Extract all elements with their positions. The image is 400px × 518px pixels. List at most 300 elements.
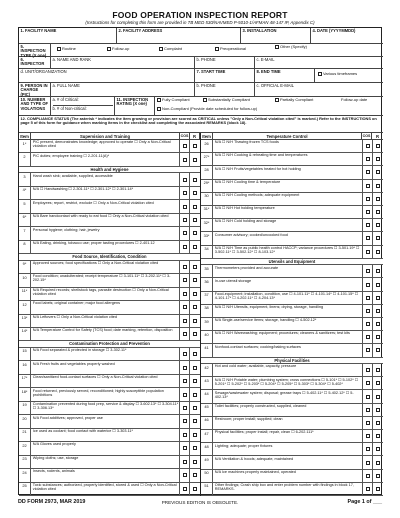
cos-checkbox[interactable] [183, 332, 187, 336]
preoperational-checkbox[interactable] [215, 47, 219, 51]
cos-checkbox[interactable] [366, 421, 370, 425]
inspector-name-field[interactable] [51, 57, 195, 68]
repeat-checkbox[interactable] [376, 223, 380, 227]
repeat-checkbox[interactable] [193, 366, 197, 370]
repeat-checkbox[interactable] [376, 434, 380, 438]
item-number: 38 [201, 305, 213, 317]
section-header: Utensils and Equipment [201, 259, 383, 266]
inspector-email-label: c. E-MAIL [256, 57, 275, 62]
checklist-item [201, 417, 383, 430]
item-description: In-use utensil storage [214, 278, 252, 283]
cos-checkbox[interactable] [366, 461, 370, 465]
left-column [19, 140, 200, 496]
repeat-cell [189, 227, 200, 239]
repeat-checkbox[interactable] [193, 433, 197, 437]
item-number: 12 [19, 301, 31, 313]
item-number: 50 [201, 470, 213, 482]
repeat-checkbox[interactable] [376, 309, 380, 313]
rating-partially[interactable] [275, 98, 313, 102]
repeat-checkbox[interactable] [376, 447, 380, 451]
rating-label: 11. INSPECTION RATING (X one) [115, 97, 155, 115]
partially-checkbox[interactable] [275, 98, 279, 102]
row-inspector [19, 57, 383, 69]
item-description: Thermometers provided and accurate [214, 265, 279, 270]
repeat-cell [189, 375, 200, 387]
repeat-cell [372, 206, 383, 218]
checklist-item [201, 443, 383, 456]
repeat-checkbox[interactable] [376, 184, 380, 188]
repeat-checkbox[interactable] [193, 446, 197, 450]
repeat-checkbox[interactable] [376, 236, 380, 240]
type-follow-up[interactable] [107, 47, 129, 51]
item-description: Food labels; original container; major food allergens [32, 301, 120, 306]
repeat-checkbox[interactable] [376, 335, 380, 339]
cos-checkbox[interactable] [183, 205, 187, 209]
item-number: 5 [19, 200, 31, 212]
cos-cell [362, 180, 372, 192]
repeat-cell [372, 292, 383, 304]
cos-cell [362, 331, 372, 343]
item-description: Insects, rodents, animals [32, 469, 75, 474]
checklist-item [201, 344, 383, 357]
repeat-checkbox[interactable] [376, 210, 380, 214]
cos-cell [179, 241, 189, 253]
item-description: Hot and cold water; available, capacity, pressure [214, 364, 297, 369]
pic-name-field[interactable] [51, 83, 195, 96]
item-description: N/A ☐ N/H Warewashing; equipment; procedures; cleaners & sanitizers; test kits [214, 331, 350, 336]
repeat-cell [189, 200, 200, 212]
repeat-cell [189, 288, 200, 300]
cos-cell [362, 404, 372, 416]
repeat-cell [189, 388, 200, 400]
repeat-checkbox[interactable] [376, 322, 380, 326]
repeat-checkbox[interactable] [193, 278, 197, 282]
repeat-cell [372, 483, 383, 495]
unit-field[interactable] [19, 69, 195, 82]
rating-substantially[interactable] [203, 98, 250, 102]
repeat-cell [372, 430, 383, 442]
violations-label: 10. NUMBER AND TYPE OF VIOLATIONS [19, 97, 51, 115]
repeat-cell [372, 232, 383, 244]
rating-options [155, 97, 383, 115]
compliance-table [19, 133, 383, 496]
cos-checkbox[interactable] [183, 433, 187, 437]
repeat-cell [189, 483, 200, 495]
repeat-checkbox[interactable] [193, 205, 197, 209]
repeat-cell [189, 301, 200, 313]
follow-up-checkbox[interactable] [107, 47, 111, 51]
cos-cell [362, 305, 372, 317]
checklist-item [201, 292, 383, 305]
date-field[interactable] [311, 28, 383, 43]
cos-checkbox[interactable] [183, 379, 187, 383]
repeat-checkbox[interactable] [376, 348, 380, 352]
various-timeframes[interactable] [315, 69, 383, 82]
cos-checkbox[interactable] [366, 170, 370, 174]
cos-cell [179, 456, 189, 468]
cos-checkbox[interactable] [366, 487, 370, 491]
item-description: Clean/sanitized food-contact surfaces ☐ Only a Non-Critical violation cited [32, 375, 158, 380]
item-description: Nonfood-contact surfaces; cooking/baking surfaces [214, 344, 301, 349]
type-other-label: Other (Specify) [280, 44, 307, 50]
start-time-label: 7. START TIME [196, 69, 226, 74]
repeat-checkbox[interactable] [376, 421, 380, 425]
type-routine-label: Routine [62, 46, 76, 52]
left-item-header: Item [19, 133, 31, 140]
unit-label: d. UNIT/ORGANIZATION [20, 69, 67, 74]
item-number: 6* [19, 214, 31, 226]
repeat-cell [189, 442, 200, 454]
cos-checkbox[interactable] [183, 245, 187, 249]
repeat-cell [372, 166, 383, 178]
follow-up-date[interactable]: Follow-up date [341, 97, 368, 102]
cos-checkbox[interactable] [183, 178, 187, 182]
checklist-item [201, 404, 383, 417]
repeat-checkbox[interactable] [376, 474, 380, 478]
cos-checkbox[interactable] [366, 447, 370, 451]
cos-checkbox[interactable] [366, 368, 370, 372]
item-number: 20 [19, 415, 31, 427]
item-number: 46 [201, 417, 213, 429]
item-description: Food returned, previously served, reconditioned; highly susceptible population prohibitions [32, 388, 164, 397]
page-title: FOOD OPERATION INSPECTION REPORT [112, 10, 288, 20]
item-number: 47 [201, 430, 213, 442]
item-number: 23 [19, 456, 31, 468]
item-number: 44 [201, 390, 213, 402]
installation-label: 3. INSTALLATION [242, 28, 277, 33]
item-number: 13* [19, 315, 31, 327]
repeat-checkbox[interactable] [193, 158, 197, 162]
item-description: PIC present, demonstrates knowledge; approved to operate ☐ Only a Non-Critical violation cited [32, 140, 171, 149]
facility-address-field[interactable] [117, 28, 241, 43]
cos-checkbox[interactable] [183, 366, 187, 370]
pic-phone-label: b. PHONE [196, 83, 216, 88]
cos-checkbox[interactable] [183, 265, 187, 269]
cos-cell [179, 200, 189, 212]
repeat-checkbox[interactable] [376, 250, 380, 254]
repeat-cell [189, 214, 200, 226]
cos-checkbox[interactable] [183, 158, 187, 162]
cos-cell [179, 173, 189, 185]
item-description: N/A ☐ N/H Cold holding and storage [214, 219, 277, 224]
item-number: 32* [201, 219, 213, 231]
cos-checkbox[interactable] [366, 250, 370, 254]
item-number: 30 [201, 193, 213, 205]
item-description: Employees; report, restrict, exclude ☐ Only a Non-Critical violation cited [32, 200, 154, 205]
cos-checkbox[interactable] [366, 381, 370, 385]
cos-checkbox[interactable] [183, 352, 187, 356]
form-number: DD FORM 2973, MAR 2019 [18, 499, 86, 505]
cos-checkbox[interactable] [366, 348, 370, 352]
repeat-checkbox[interactable] [193, 460, 197, 464]
repeat-checkbox[interactable] [376, 461, 380, 465]
checklist-item [201, 153, 383, 166]
critical-count-field[interactable] [53, 98, 113, 106]
row-violations-rating [19, 97, 383, 116]
date-label: 4. DATE (YYYYMMDD) [312, 28, 356, 33]
item-description: N/A Eating, drinking, tobacco use; proper tasting procedures ☐ 2-401.12 [32, 241, 155, 246]
item-description: N/A ☐ N/H Fruits/vegetables heated for hot holding [214, 166, 301, 171]
item-description: N/A Bare handcontact with ready to eat food ☐ Only a Non-Critical violation cited [32, 214, 169, 219]
item-description: Sewage/wastewater system; disposal; grease traps ☐ 5-402.11* ☐ 5-402.12* ☐ 5-402.13* [214, 390, 354, 399]
cos-checkbox[interactable] [183, 218, 187, 222]
checklist-item [19, 227, 200, 240]
checklist-item [19, 348, 200, 361]
item-description: N/A Food separated & protected in storage ☐ 3-302.11* [32, 348, 127, 353]
repeat-checkbox[interactable] [193, 144, 197, 148]
item-description: N/A Single-use/service items; storage, handling ☐ 4-502.12* [214, 318, 317, 323]
inspector-phone-field[interactable] [195, 57, 255, 68]
repeat-checkbox[interactable] [193, 332, 197, 336]
item-number: 39 [201, 318, 213, 330]
cos-checkbox[interactable] [366, 144, 370, 148]
various-option[interactable] [318, 72, 378, 76]
complaint-checkbox[interactable] [159, 47, 163, 51]
repeat-checkbox[interactable] [193, 231, 197, 235]
cos-cell [179, 328, 189, 340]
repeat-cell [189, 415, 200, 427]
cos-cell [179, 301, 189, 313]
right-cos-header: COS [362, 134, 371, 138]
cos-checkbox[interactable] [366, 395, 370, 399]
inspector-label: 6. INSPECTOR [19, 57, 51, 68]
repeat-cell [372, 193, 383, 205]
item-number: 45 [201, 404, 213, 416]
cos-checkbox[interactable] [183, 319, 187, 323]
item-description: Consumer advisory; cooked/uncooked food [214, 232, 288, 237]
repeat-checkbox[interactable] [193, 245, 197, 249]
rating-fully[interactable] [157, 98, 190, 102]
cos-cell [362, 430, 372, 442]
cos-cell [179, 227, 189, 239]
installation-field[interactable] [241, 28, 311, 43]
cos-checkbox[interactable] [366, 283, 370, 287]
repeat-checkbox[interactable] [376, 144, 380, 148]
repeat-checkbox[interactable] [193, 473, 197, 477]
cos-cell [179, 261, 189, 273]
repeat-checkbox[interactable] [376, 381, 380, 385]
critical-count-label: a. # of Critical: [52, 97, 79, 102]
item-number: 35 [201, 265, 213, 277]
rating-non-compliant[interactable] [157, 107, 257, 111]
item-description: N/A ☐ Handwashing ☐ 2-301.11* ☐ 2-301.12* ☐ 2-301.14* [32, 187, 134, 192]
repeat-checkbox[interactable] [193, 191, 197, 195]
cos-cell [362, 265, 372, 277]
rating-partially-label: Partially Compliant [280, 97, 314, 103]
rating-fully-label: Fully Compliant [162, 97, 190, 103]
repeat-checkbox[interactable] [193, 218, 197, 222]
repeat-checkbox[interactable] [193, 379, 197, 383]
repeat-checkbox[interactable] [193, 178, 197, 182]
routine-checkbox[interactable] [57, 47, 61, 51]
cos-checkbox[interactable] [183, 460, 187, 464]
item-description: N/A Leftovers ☐ Only a Non-Critical violation cited [32, 314, 118, 319]
type-routine[interactable] [57, 47, 76, 51]
row-inspection-type [19, 44, 383, 57]
item-description: N/A ☐ N/H Cooking & reheating time and temperatures [214, 153, 308, 158]
repeat-checkbox[interactable] [193, 393, 197, 397]
repeat-checkbox[interactable] [376, 170, 380, 174]
item-number: 36 [201, 278, 213, 290]
checklist-item [201, 180, 383, 193]
cos-cell [362, 278, 372, 290]
inspector-name-label: a. NAME AND RANK [52, 57, 91, 62]
repeat-cell [189, 328, 200, 340]
facility-name-label: 1. FACILITY NAME [20, 28, 57, 33]
cos-cell [179, 214, 189, 226]
cos-checkbox[interactable] [183, 231, 187, 235]
cos-checkbox[interactable] [366, 309, 370, 313]
checklist-item [19, 415, 200, 428]
repeat-cell [372, 219, 383, 231]
cos-checkbox[interactable] [183, 305, 187, 309]
item-description: Ice used as coolant; food contact with waterice ☐ 3-303.11* [32, 428, 134, 433]
pic-email-label: c. OFFICIAL E-MAIL [256, 83, 294, 88]
type-other[interactable] [275, 45, 307, 49]
cos-checkbox[interactable] [183, 278, 187, 282]
cos-checkbox[interactable] [183, 487, 187, 491]
repeat-cell [189, 402, 200, 414]
pic-email-field[interactable] [255, 83, 383, 96]
checklist-item [201, 390, 383, 403]
type-complaint[interactable] [159, 47, 182, 51]
fully-checkbox[interactable] [157, 98, 161, 102]
repeat-cell [189, 469, 200, 481]
repeat-cell [372, 265, 383, 277]
item-number: 29* [201, 180, 213, 192]
cos-cell [179, 442, 189, 454]
checklist-item [19, 402, 200, 415]
cos-checkbox[interactable] [183, 446, 187, 450]
cos-checkbox[interactable] [366, 408, 370, 412]
inspection-type-label: 5. INSPECTION TYPE (X one) [19, 44, 51, 56]
non-compliant-checkbox[interactable] [157, 107, 161, 111]
item-number: 10 [19, 274, 31, 286]
checklist-item [201, 364, 383, 377]
repeat-cell [372, 443, 383, 455]
cos-checkbox[interactable] [183, 419, 187, 423]
cos-checkbox[interactable] [366, 434, 370, 438]
checklist-item [201, 305, 383, 318]
repeat-cell [372, 417, 383, 429]
pic-label: 9. PERSON IN CHARGE (PIC) [19, 83, 51, 96]
various-checkbox[interactable] [318, 72, 322, 76]
cos-checkbox[interactable] [183, 393, 187, 397]
cos-cell [179, 187, 189, 199]
cos-checkbox[interactable] [183, 406, 187, 410]
cos-checkbox[interactable] [366, 322, 370, 326]
facility-name-field[interactable] [19, 28, 117, 43]
cos-cell [179, 288, 189, 300]
item-number: 17* [19, 375, 31, 387]
substantially-checkbox[interactable] [203, 98, 207, 102]
end-time-field[interactable] [255, 69, 315, 82]
cos-checkbox[interactable] [183, 292, 187, 296]
item-number: 1* [19, 140, 31, 152]
cos-checkbox[interactable] [366, 474, 370, 478]
item-description: Hand wash sink; available, supplied, accessible [32, 173, 113, 178]
checklist-item [19, 187, 200, 200]
cos-checkbox[interactable] [366, 296, 370, 300]
inspector-email-field[interactable] [255, 57, 383, 68]
item-description: N/A Food additives; approved, proper use [32, 415, 103, 420]
checklist-item [19, 173, 200, 186]
cos-cell [179, 375, 189, 387]
cos-checkbox[interactable] [366, 210, 370, 214]
noncritical-count-field[interactable] [53, 106, 113, 111]
repeat-cell [189, 140, 200, 152]
repeat-checkbox[interactable] [193, 406, 197, 410]
cos-cell [362, 166, 372, 178]
cos-checkbox[interactable] [366, 236, 370, 240]
repeat-checkbox[interactable] [193, 305, 197, 309]
item-number: 19 [19, 402, 31, 414]
cos-checkbox[interactable] [366, 269, 370, 273]
repeat-checkbox[interactable] [376, 283, 380, 287]
item-number: 24 [19, 469, 31, 481]
item-description: N/A ☐ N/H Utensils, equipment, linens; drying, storage, handling [214, 305, 324, 310]
left-r-header: R [190, 133, 200, 140]
repeat-checkbox[interactable] [193, 292, 197, 296]
repeat-checkbox[interactable] [193, 419, 197, 423]
repeat-cell [372, 246, 383, 258]
cos-checkbox[interactable] [366, 157, 370, 161]
start-time-field[interactable] [195, 69, 255, 82]
repeat-checkbox[interactable] [376, 487, 380, 491]
page-number: Page 1 of ___ [347, 499, 382, 505]
item-number: 26 [201, 140, 213, 152]
cos-checkbox[interactable] [183, 144, 187, 148]
cos-cell [179, 483, 189, 495]
repeat-checkbox[interactable] [376, 197, 380, 201]
repeat-checkbox[interactable] [193, 319, 197, 323]
facility-address-label: 2. FACILITY ADDRESS [118, 28, 163, 33]
cos-cell [362, 443, 372, 455]
cos-checkbox[interactable] [366, 184, 370, 188]
cos-checkbox[interactable] [366, 223, 370, 227]
cos-cell [179, 469, 189, 481]
checklist-item [201, 483, 383, 496]
repeat-checkbox[interactable] [376, 269, 380, 273]
cos-cell [179, 402, 189, 414]
cos-checkbox[interactable] [366, 335, 370, 339]
checklist-item [19, 200, 200, 213]
row-facility [19, 28, 383, 44]
repeat-checkbox[interactable] [376, 408, 380, 412]
repeat-checkbox[interactable] [376, 368, 380, 372]
checklist-item [19, 315, 200, 328]
repeat-cell [372, 364, 383, 376]
repeat-checkbox[interactable] [376, 296, 380, 300]
checklist-item [19, 241, 200, 254]
repeat-checkbox[interactable] [193, 265, 197, 269]
item-description: N/A Gloves used properly [32, 442, 76, 447]
cos-checkbox[interactable] [183, 191, 187, 195]
cos-checkbox[interactable] [366, 197, 370, 201]
repeat-checkbox[interactable] [376, 395, 380, 399]
repeat-cell [189, 348, 200, 360]
pic-phone-field[interactable] [195, 83, 255, 96]
repeat-checkbox[interactable] [376, 157, 380, 161]
type-preoperational[interactable] [215, 47, 246, 51]
cos-cell [179, 388, 189, 400]
cos-checkbox[interactable] [183, 473, 187, 477]
repeat-checkbox[interactable] [193, 487, 197, 491]
other-checkbox[interactable] [275, 45, 279, 49]
item-number: 40 [201, 331, 213, 343]
repeat-checkbox[interactable] [193, 352, 197, 356]
item-number: 4* [19, 187, 31, 199]
